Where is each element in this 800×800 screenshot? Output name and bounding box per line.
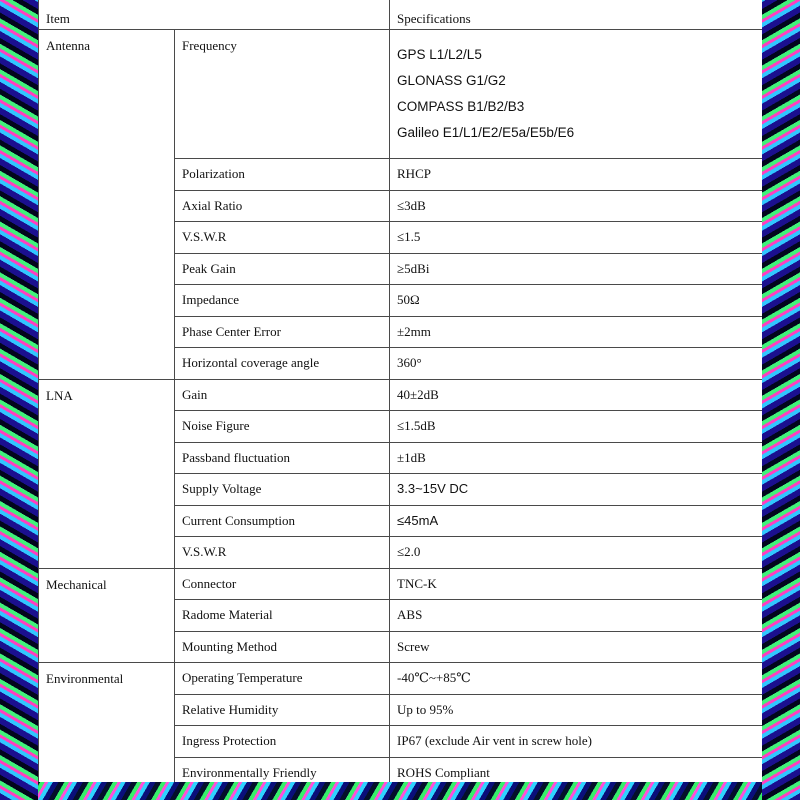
param-cell: Gain bbox=[175, 379, 390, 411]
border-right bbox=[762, 0, 800, 800]
value-cell: -40℃~+85℃ bbox=[390, 663, 762, 695]
value-cell: ±1dB bbox=[390, 442, 762, 474]
param-cell: Ingress Protection bbox=[175, 726, 390, 758]
value-cell: ≥5dBi bbox=[390, 253, 762, 285]
param-cell: Radome Material bbox=[175, 600, 390, 632]
param-cell: Peak Gain bbox=[175, 253, 390, 285]
value-frequency bbox=[390, 30, 762, 159]
value-cell: TNC-K bbox=[390, 568, 762, 600]
param-cell: Impedance bbox=[175, 285, 390, 317]
value-cell: 50Ω bbox=[390, 285, 762, 317]
group-mechanical: Mechanical bbox=[39, 568, 175, 663]
value-cell: ≤2.0 bbox=[390, 537, 762, 569]
group-environmental: Environmental bbox=[39, 663, 175, 783]
value-cell: Up to 95% bbox=[390, 694, 762, 726]
param-cell: Current Consumption bbox=[175, 505, 390, 537]
specifications-table bbox=[38, 0, 762, 782]
value-cell: ≤45mA bbox=[390, 505, 762, 537]
param-frequency: Frequency bbox=[175, 30, 390, 159]
param-cell: Relative Humidity bbox=[175, 694, 390, 726]
header-item: Item bbox=[39, 0, 390, 30]
param-cell: Operating Temperature bbox=[175, 663, 390, 695]
table-row bbox=[39, 379, 763, 411]
frequency-line: GLONASS G1/G2 bbox=[397, 73, 506, 88]
param-cell: Horizontal coverage angle bbox=[175, 348, 390, 380]
frequency-line: COMPASS B1/B2/B3 bbox=[397, 99, 525, 114]
border-left bbox=[0, 0, 38, 800]
value-cell: ≤1.5 bbox=[390, 222, 762, 254]
value-cell: 360° bbox=[390, 348, 762, 380]
value-cell: RHCP bbox=[390, 159, 762, 191]
value-cell: 40±2dB bbox=[390, 379, 762, 411]
header-specifications: Specifications bbox=[390, 0, 762, 30]
param-cell: Environmentally Friendly bbox=[175, 757, 390, 782]
table-row bbox=[39, 568, 763, 600]
param-cell: Noise Figure bbox=[175, 411, 390, 443]
value-cell: Screw bbox=[390, 631, 762, 663]
param-cell: V.S.W.R bbox=[175, 222, 390, 254]
group-antenna: Antenna bbox=[39, 30, 175, 380]
frequency-line: GPS L1/L2/L5 bbox=[397, 47, 482, 62]
value-cell: ±2mm bbox=[390, 316, 762, 348]
value-cell: ≤1.5dB bbox=[390, 411, 762, 443]
value-cell: ≤3dB bbox=[390, 190, 762, 222]
param-cell: Phase Center Error bbox=[175, 316, 390, 348]
value-cell: 3.3~15V DC bbox=[390, 474, 762, 506]
value-cell: IP67 (exclude Air vent in screw hole) bbox=[390, 726, 762, 758]
param-cell: V.S.W.R bbox=[175, 537, 390, 569]
param-cell: Connector bbox=[175, 568, 390, 600]
border-bottom bbox=[0, 780, 800, 800]
param-cell: Polarization bbox=[175, 159, 390, 191]
group-lna: LNA bbox=[39, 379, 175, 568]
table-header-row bbox=[39, 0, 763, 30]
table-row bbox=[39, 30, 763, 159]
param-cell: Passband fluctuation bbox=[175, 442, 390, 474]
frequency-line: Galileo E1/L1/E2/E5a/E5b/E6 bbox=[397, 125, 575, 140]
table-row bbox=[39, 663, 763, 695]
value-cell: ROHS Compliant bbox=[390, 757, 762, 782]
param-cell: Mounting Method bbox=[175, 631, 390, 663]
param-cell: Supply Voltage bbox=[175, 474, 390, 506]
param-cell: Axial Ratio bbox=[175, 190, 390, 222]
value-cell: ABS bbox=[390, 600, 762, 632]
spec-sheet bbox=[38, 0, 762, 782]
